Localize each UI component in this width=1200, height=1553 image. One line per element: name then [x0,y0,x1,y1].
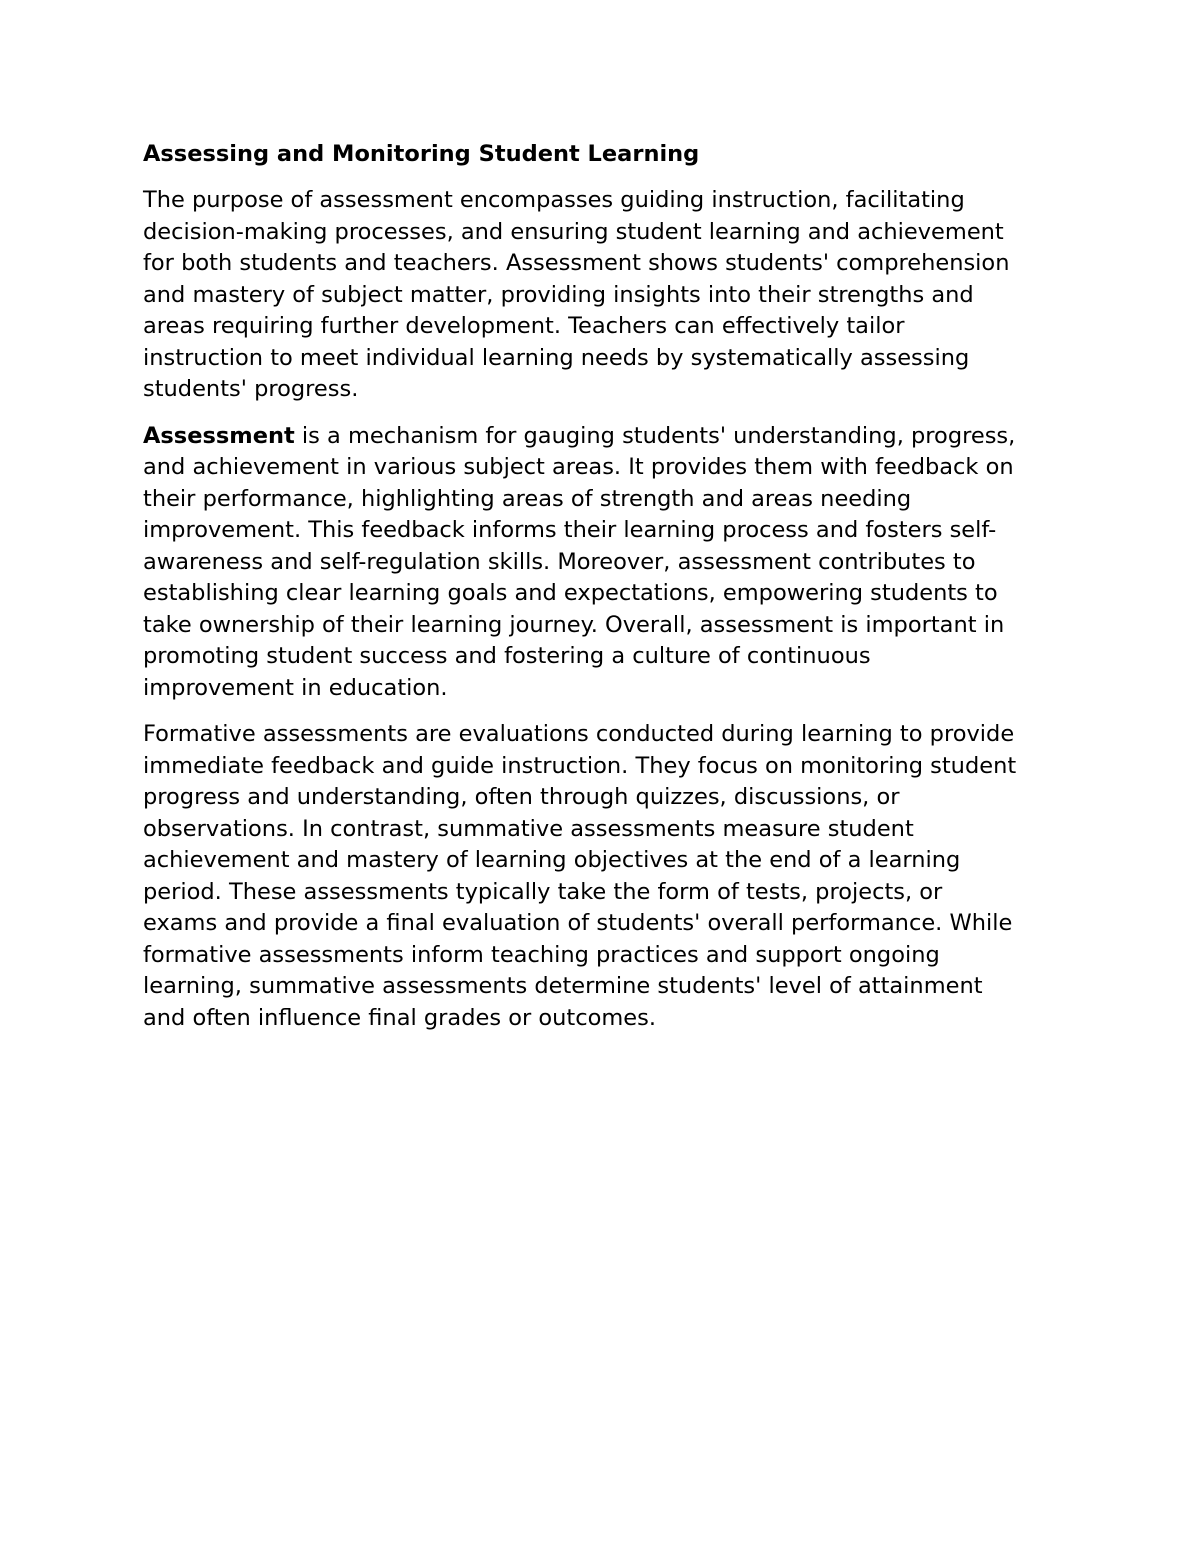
text-line: awareness and self-regulation skills. Moreover, assessment contributes to [143,548,976,575]
text-line: their performance, highlighting areas of strength and areas needing [143,485,912,512]
text-line: areas requiring further development. Teachers can effectively tailor [143,313,905,339]
text-line: observations. In contrast, summative assessments measure student [143,815,914,842]
text-line: instruction to meet individual learning needs by systematically assessing [143,344,970,371]
text-line: learning, summative assessments determine students' level of attainment [143,973,983,999]
text-line: period. These assessments typically take the form of tests, projects, or [143,878,943,905]
text-line: promoting student success and fostering a culture of continuous [143,643,871,669]
text-line: improvement in education. [143,674,448,701]
text-line: immediate feedback and guide instruction. They focus on monitoring student [143,752,1017,779]
paragraph-formative-summative [143,719,1063,1034]
text-line: improvement. This feedback informs their learning process and fosters self- [143,517,997,543]
text-line [143,421,1063,453]
paragraph-assessment-definition [143,421,1063,705]
document-title: Assessing and Monitoring Student Learning [143,141,700,167]
text-line: for both students and teachers. Assessment shows students' comprehension [143,250,1010,276]
text-line: formative assessments inform teaching practices and support ongoing [143,941,940,968]
text-line: establishing clear learning goals and expectations, empowering students to [143,580,998,606]
text-line: decision-making processes, and ensuring student learning and achievement [143,218,1004,245]
text-line: and achievement in various subject areas. It provides them with feedback on [143,454,1014,480]
text-line: students' progress. [143,376,359,402]
paragraph-purpose [143,185,1063,406]
text-line: exams and provide a final evaluation of students' overall performance. While [143,910,1013,936]
bold-term: Assessment [143,422,295,449]
text-line: take ownership of their learning journey. Overall, assessment is important in [143,611,1005,638]
text-line: Formative assessments are evaluations conducted during learning to provide [143,721,1015,747]
text-fragment: is a mechanism for gauging students' understanding, progress, [294,422,1016,449]
document-body [143,138,1063,1049]
text-line: and often influence final grades or outcomes. [143,1004,656,1031]
text-line: The purpose of assessment encompasses guiding instruction, facilitating [143,187,965,213]
text-line: progress and understanding, often through quizzes, discussions, or [143,784,900,810]
text-line: achievement and mastery of learning objectives at the end of a learning [143,847,961,873]
text-line: and mastery of subject matter, providing insights into their strengths and [143,281,974,308]
